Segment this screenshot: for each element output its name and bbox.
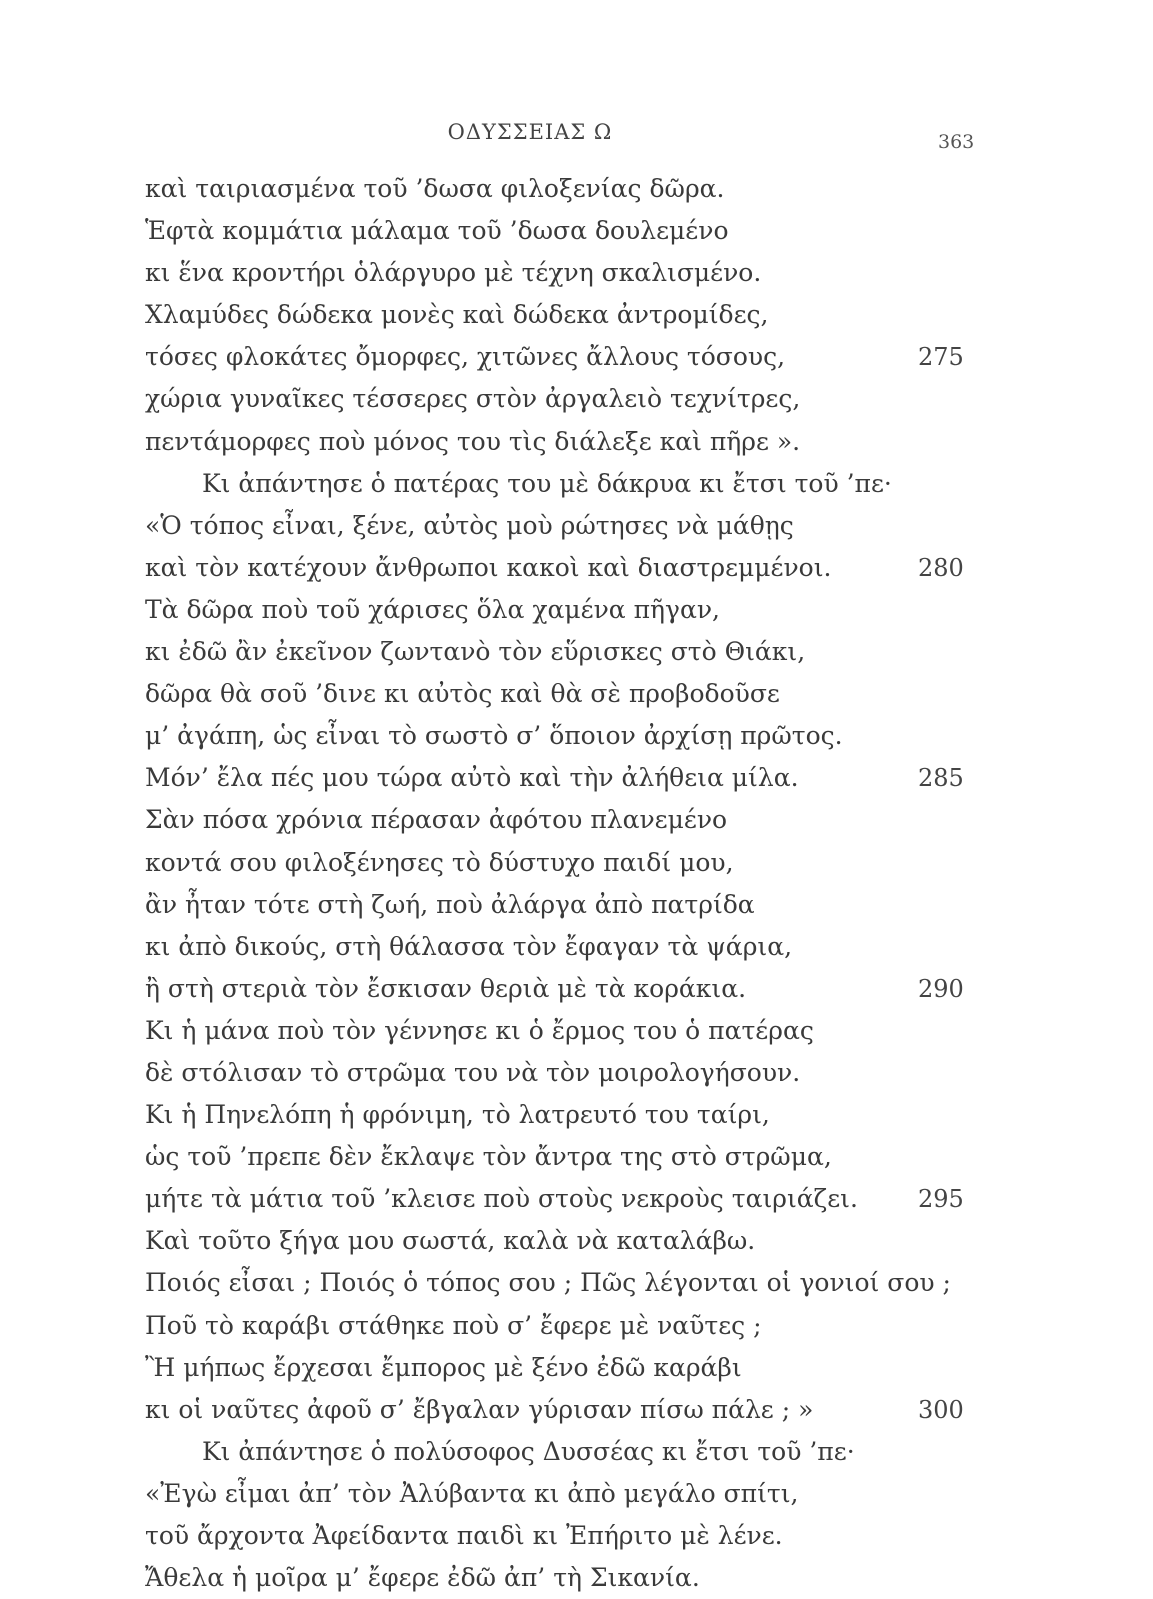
verse-line [0,1473,1153,1515]
line-number: 290 [918,974,964,1003]
line-number: 280 [918,553,964,582]
verse-line [0,505,1153,547]
verse-line [0,1262,1153,1304]
verse-line [0,1136,1153,1178]
verse-text: ἂν ἦταν τότε στὴ ζωή, ποὺ ἀλάργα ἀπὸ πατρίδα [145,889,755,919]
verse-line [0,210,1153,252]
verse-line [0,1431,1153,1473]
verse-text: Ἄθελα ἡ μοῖρα μ’ ἔφερε ἐδῶ ἀπ’ τὴ Σικανία. [145,1563,700,1593]
line-number: 275 [918,343,964,372]
verse-line [0,799,1153,841]
verse-line [0,1557,1153,1599]
verse-line [0,336,1153,378]
verse-line [0,884,1153,926]
verse-line [0,1010,1153,1052]
verse-text: Μόν’ ἔλα πές μου τώρα αὐτὸ καὶ τὴν ἀλήθεια μίλα. [145,763,799,793]
verse-line [0,547,1153,589]
verse-line [0,252,1153,294]
verse-line [0,926,1153,968]
verse-text: ἢ στὴ στεριὰ τὸν ἔσκισαν θεριὰ μὲ τὰ κοράκια. [145,973,747,1003]
line-number: 285 [918,764,964,793]
verse-text: Ποιός εἶσαι ; Ποιός ὁ τόπος σου ; Πῶς λέγονται οἱ γονιοί σου ; [145,1268,951,1298]
verse-text: Χλαμύδες δώδεκα μονὲς καὶ δώδεκα ἀντρομίδες, [145,300,769,330]
verse-text: μ’ ἀγάπη, ὡς εἶναι τὸ σωστὸ σ’ ὅποιον ἀρχίσῃ πρῶτος. [145,721,843,751]
verse-text: κι ἐδῶ ἂν ἐκεῖνον ζωντανὸ τὸν εὕρισκες στὸ Θιάκι, [145,637,806,667]
verse-line [0,1305,1153,1347]
verse-text: Κι ἡ Πηνελόπη ἡ φρόνιμη, τὸ λατρευτό του ταίρι, [145,1100,770,1130]
verse-text: τοῦ ἄρχοντα Ἀφείδαντα παιδὶ κι Ἐπήριτο μὲ λένε. [145,1521,783,1550]
verse-text: «Ὁ τόπος εἶναι, ξένε, αὐτὸς μοὺ ρώτησες νὰ μάθῃς [145,510,794,540]
verse-text: καὶ τὸν κατέχουν ἄνθρωποι κακοὶ καὶ διαστρεμμένοι. [145,552,832,582]
verse-block [0,168,1153,1599]
verse-line [0,1389,1153,1431]
verse-line [0,1052,1153,1094]
verse-line [0,1347,1153,1389]
verse-line [0,1515,1153,1557]
verse-text: ὡς τοῦ ’πρεπε δὲν ἔκλαψε τὸν ἄντρα της στὸ στρῶμα, [145,1142,832,1172]
verse-text: μήτε τὰ μάτια τοῦ ’κλεισε ποὺ στοὺς νεκροὺς ταιριάζει. [145,1184,858,1214]
verse-text: «Ἐγὼ εἶμαι ἀπ’ τὸν Ἀλύβαντα κι ἀπὸ μεγάλο σπίτι, [145,1478,799,1508]
verse-line [0,421,1153,463]
verse-text: Κι ἀπάντησε ὁ πατέρας του μὲ δάκρυα κι ἔτσι τοῦ ’πε· [202,468,892,498]
verse-line [0,589,1153,631]
verse-text: Ἑφτὰ κομμάτια μάλαμα τοῦ ’δωσα δουλεμένο [145,216,729,246]
verse-line [0,715,1153,757]
verse-text: Κι ἀπάντησε ὁ πολύσοφος Δυσσέας κι ἔτσι τοῦ ’πε· [202,1436,855,1466]
verse-line [0,673,1153,715]
line-number: 300 [918,1395,964,1424]
verse-text: Τὰ δῶρα ποὺ τοῦ χάρισες ὅλα χαμένα πῆγαν, [145,594,720,624]
verse-text: Κι ἡ μάνα ποὺ τὸν γέννησε κι ὁ ἔρμος του ὁ πατέρας [145,1015,814,1045]
verse-text: κι ἀπὸ δικούς, στὴ θάλασσα τὸν ἔφαγαν τὰ ψάρια, [145,931,793,961]
verse-text: κι οἱ ναῦτες ἀφοῦ σ’ ἔβγαλαν γύρισαν πίσω πάλε ; » [145,1394,814,1424]
verse-line [0,463,1153,505]
verse-line [0,968,1153,1010]
verse-text: Σὰν πόσα χρόνια πέρασαν ἀφότου πλανεμένο [145,805,728,835]
verse-line [0,294,1153,336]
verse-text: Ἢ μήπως ἔρχεσαι ἔμπορος μὲ ξένο ἐδῶ καράβι [145,1352,742,1382]
verse-text: καὶ ταιριασμένα τοῦ ’δωσα φιλοξενίας δῶρα. [145,174,725,203]
running-head: ΟΔΥΣΣΕΙΑΣ Ω [447,120,613,144]
page-number: 363 [938,131,975,153]
verse-line [0,631,1153,673]
verse-text: πεντάμορφες ποὺ μόνος του τὶς διάλεξε καὶ πῆρε ». [145,426,801,456]
verse-line [0,757,1153,799]
verse-line [0,1178,1153,1220]
verse-text: δῶρα θὰ σοῦ ’δινε κι αὐτὸς καὶ θὰ σὲ προβοδοῦσε [145,679,780,709]
verse-text: κοντά σου φιλοξένησες τὸ δύστυχο παιδί μου, [145,847,734,877]
verse-text: δὲ στόλισαν τὸ στρῶμα του νὰ τὸν μοιρολογήσουν. [145,1057,801,1087]
verse-line [0,378,1153,420]
verse-line [0,1094,1153,1136]
verse-line [0,842,1153,884]
verse-text: κι ἕνα κροντήρι ὁλάργυρο μὲ τέχνη σκαλισμένο. [145,258,762,288]
verse-line [0,168,1153,210]
verse-text: τόσες φλοκάτες ὄμορφες, χιτῶνες ἄλλους τόσους, [145,342,786,372]
verse-text: χώρια γυναῖκες τέσσερες στὸν ἀργαλειὸ τεχνίτρες, [145,384,801,414]
line-number: 295 [918,1185,964,1214]
verse-text: Ποῦ τὸ καράβι στάθηκε ποὺ σ’ ἔφερε μὲ ναῦτες ; [145,1310,762,1340]
verse-line [0,1220,1153,1262]
verse-text: Καὶ τοῦτο ξήγα μου σωστά, καλὰ νὰ καταλάβω. [145,1226,756,1256]
